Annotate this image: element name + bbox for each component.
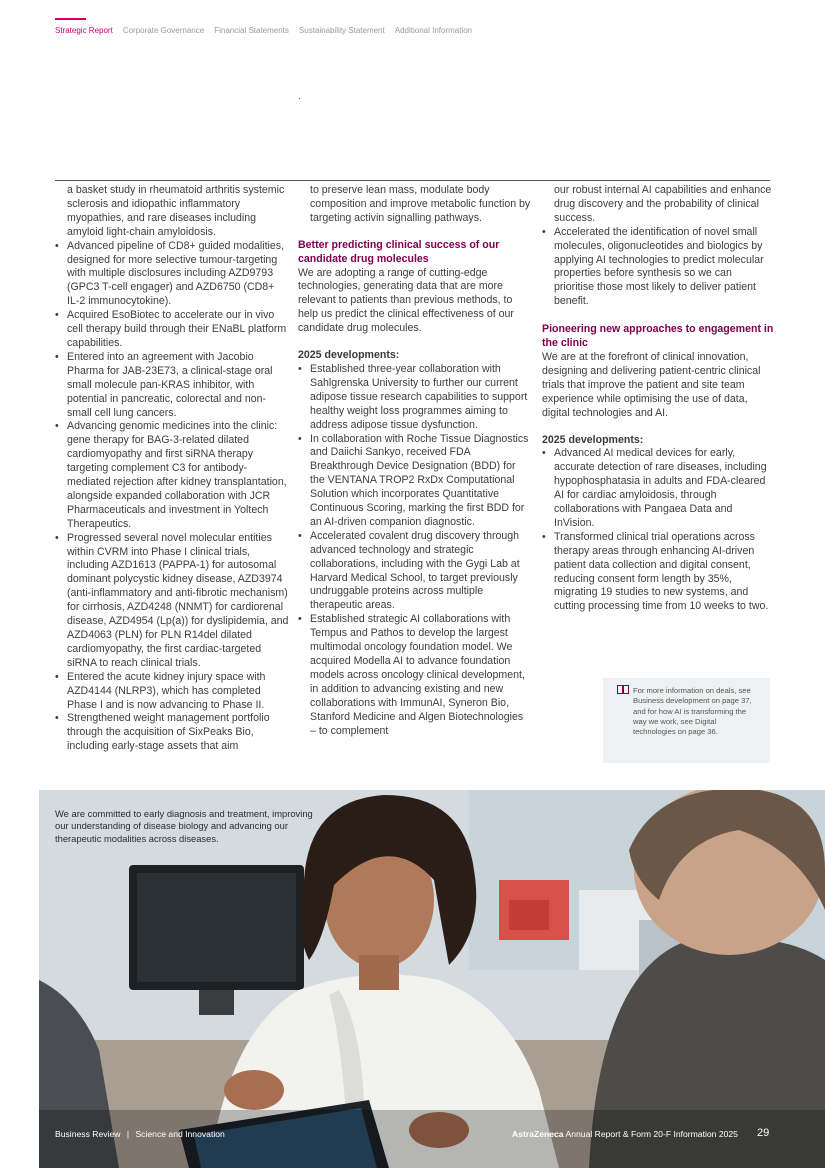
section-intro: We are adopting a range of cutting-edge technologies, generating data that are more relevant to patients than previous methods, to help us predict the clinical effectiveness of our candidate drug molecules. bbox=[298, 266, 514, 335]
bullet-list bbox=[55, 240, 289, 755]
photo-caption: We are committed to early diagnosis and treatment, improving our understanding of disease biology and advancing our therapeutic modalities across diseases. bbox=[55, 808, 313, 844]
list-item: • Established strategic AI collaborations with Tempus and Pathos to develop the largest multimodal oncology foundation model. We acquired Modella AI to advance foundation models across oncology clinical development, in addition to advancing existing and new collaborations with ImmunAI, Syneron Bio, Stanford Medicine and Algen Biotechnologies – to complement bbox=[298, 613, 532, 738]
column-left bbox=[55, 184, 289, 754]
bullet-list bbox=[542, 226, 774, 309]
list-item: • Entered the acute kidney injury space with AZD4144 (NLRP3), which has completed Phase I and is now advancing to Phase II. bbox=[55, 671, 289, 713]
list-item: • Established three-year collaboration with Sahlgrenska University to further our current adipose tissue research capabilities to support healthy weight loss programmes aiming to address adipose tissue dysfunction. bbox=[298, 363, 532, 433]
continued-bullet-text: a basket study in rheumatoid arthritis systemic sclerosis and idiopathic inflammatory myopathies, and rare diseases including amyloid light-chain amyloidosis. bbox=[67, 184, 285, 238]
list-item: • Entered into an agreement with Jacobio Pharma for JAB-23E73, a clinical-stage oral small molecule pan-KRAS inhibitor, with potential in pancreatic, colorectal and non-small cell lung cancers. bbox=[55, 351, 289, 421]
list-item: • Advancing genomic medicines into the clinic: gene therapy for BAG-3-related dilated cardiomyopathy and first siRNA therapy targeting complement C3 for antibody-mediated rejection after kidney transplantation, alongside expanded collaboration with JCR Pharmaceuticals and investment in Yoltech Therapeutics. bbox=[55, 420, 289, 531]
cross-reference-text: For more information on deals, see Business development on page 37, and for how AI is transforming the way we work, see Digital technologies on page 36. bbox=[633, 686, 752, 737]
bullet-list bbox=[298, 363, 532, 738]
continued-bullet-text: our robust internal AI capabilities and enhance drug discovery and the probability of clinical success. bbox=[554, 184, 772, 224]
list-item: • Acquired EsoBiotec to accelerate our in vivo cell therapy build through their ENaBL platform capabilities. bbox=[55, 309, 289, 351]
book-icon bbox=[617, 685, 629, 694]
developments-heading: 2025 developments: bbox=[298, 349, 400, 362]
continued-bullet-text: to preserve lean mass, modulate body composition and improve metabolic function by targeting activin signalling pathways. bbox=[310, 184, 531, 224]
stray-dot bbox=[299, 98, 300, 99]
list-item: • Strengthened weight management portfolio through the acquisition of SixPeaks Bio, including early-stage assets that aim bbox=[55, 712, 289, 754]
list-item: • Accelerated covalent drug discovery through advanced technology and strategic collaborations, including with the Gygi Lab at Harvard Medical School, to target previously undruggable proteins across multiple therapeutic areas. bbox=[298, 530, 532, 613]
list-item: • Advanced AI medical devices for early, accurate detection of rare diseases, including hypophosphatasia in adults and FDA-cleared AI for cardiac amyloidosis, through collaborations with Pangaea Data and InVision. bbox=[542, 447, 774, 530]
footer-subsection-name[interactable]: Science and Innovation bbox=[135, 1129, 225, 1139]
footer-separator: | bbox=[126, 1129, 130, 1139]
footer-report-title bbox=[512, 1129, 738, 1139]
nav-strategic-report[interactable]: Strategic Report bbox=[55, 18, 113, 38]
photo-illustration bbox=[39, 790, 825, 1168]
list-item: • Progressed several novel molecular entities within CVRM into Phase I clinical trials, including AZD1613 (PAPPA-1) for autosomal dominant polycystic kidney disease, AZD3974 (anti-inflammatory and anti-fibrotic mechanism) for cirrhosis, AZD4248 (NNMT) for cardiorenal disease, AZD4954 (Lp(a)) for dyslipidemia, and AZD4063 (PLN) for PLN R14del dilated cardiomyopathy, the first cardiac-targeted siRNA to reach clinical trials. bbox=[55, 532, 289, 671]
nav-financial-statements[interactable]: Financial Statements bbox=[214, 26, 289, 35]
section-heading: Pioneering new approaches to engagement in the clinic bbox=[542, 323, 774, 350]
section-intro: We are at the forefront of clinical innovation, designing and delivering patient-centric clinical trials that improve the patient and site team experience while optimising the use of data, digital technologies and AI. bbox=[542, 350, 761, 419]
footer-section-name[interactable]: Business Review bbox=[55, 1129, 121, 1139]
footer-report-name: Annual Report & Form 20-F Information 2025 bbox=[565, 1129, 738, 1139]
content-divider bbox=[55, 180, 770, 181]
page-number: 29 bbox=[757, 1127, 770, 1139]
footer-brand: AstraZeneca bbox=[512, 1129, 564, 1139]
nav-additional-information[interactable]: Additional Information bbox=[394, 26, 473, 35]
list-item: • In collaboration with Roche Tissue Diagnostics and Daiichi Sankyo, received FDA Breakthrough Device Designation (BDD) for the VENTANA TROP2 RxDx Computational Solution which incorporates Quantitative Continuous Scoring, marking the first BDD for an AI-driven companion diagnostic. bbox=[298, 433, 532, 530]
section-heading: Better predicting clinical success of our candidate drug molecules bbox=[298, 238, 500, 265]
list-item: • Accelerated the identification of novel small molecules, oligonucleotides and biologics by applying AI technologies to predict molecular properties before synthesis so we can prioritise those most likely to deliver patient benefit. bbox=[542, 226, 774, 309]
section-nav bbox=[55, 18, 472, 38]
nav-corporate-governance[interactable]: Corporate Governance bbox=[122, 26, 205, 35]
footer-section bbox=[55, 1129, 225, 1139]
list-item: • Advanced pipeline of CD8+ guided modalities, designed for more selective tumour-targeting with multiple disclosures including AZD9793 (GPC3 T-cell engager) and AZD6750 (CD8+ IL-2 immunocytokine). bbox=[55, 240, 289, 310]
bullet-list bbox=[542, 447, 774, 614]
cross-reference-box bbox=[603, 678, 770, 763]
column-middle bbox=[298, 184, 532, 738]
list-item: • Transformed clinical trial operations across therapy areas through enhancing AI-driven patient data collection and digital consent, reducing consent form length by 35%, migrating 19 studies to new systems, and cutting processing time from 10 weeks to two. bbox=[542, 531, 774, 614]
developments-heading: 2025 developments: bbox=[542, 433, 644, 446]
column-right bbox=[542, 184, 774, 614]
hero-photo bbox=[39, 790, 825, 1168]
nav-sustainability-statement[interactable]: Sustainability Statement bbox=[298, 26, 385, 35]
